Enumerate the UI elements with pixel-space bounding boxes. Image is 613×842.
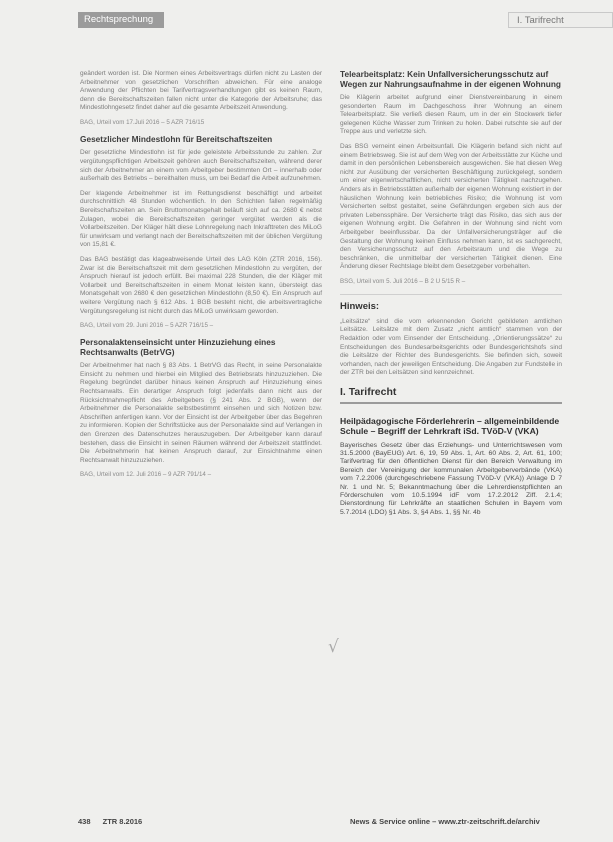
mindestlohn-paragraph-3: Das BAG bestätigt das klageabweisende Urteil des LAG Köln (ZTR 2016, 156). Zwar ist die Bereitschaftszeit mit dem gesetzlichen Mindestlohn zu vergüten, der Anspruch hierauf ist jedoch erfüllt. Bei maximal 228 Stunden, die der Kläger mit Vollarbeit und Bereitschaftszeiten in einem Monat leisten kann, übersteigt das Monatsgehalt von 2680 € den gesetzlichen Mindestlohn (8,50 €). Ein Anspruch auf weitere Vergütung nach § 612 Abs. 1 BGB besteht nicht, die arbeitsvertragliche Vergütungsregelung ist nicht durch das MiLoG unwirksam geworden. [80,256,322,315]
divider [340,294,562,295]
hint-text: „Leitsätze“ sind die vom erkennenden Gericht gebildeten amtlichen Leitsätze. Leitsätze mit dem Zusatz „nicht amtlich“ stammen von der Redaktion oder vom Einsender der Entscheidung. „Orientierungssätze“ zu Entscheidungen des Bundesarbeitsgerichts oder Bundesgerichtshofs sind die Leitsätze der Richter des Bundesgerichts. Sie befinden sich, soweit vorhanden, nach der jeweiligen Entscheidung. Die Angaben zur Fundstelle in der ZTR bei den Leitsätzen sind kennzeichnet. [340,317,562,377]
personalakte-paragraph: Der Arbeitnehmer hat nach § 83 Abs. 1 BetrVG das Recht, in seine Personalakte Einsicht zu nehmen und hierbei ein Mitglied des Betriebsrats hinzuzuziehen. Die Regelung begründet darüber hinaus keinen Anspruch auf Hinzuziehung eines Rechtsanwalts. Ein derartiger Anspruch folgt jedenfalls dann nicht aus der Rücksichtnahmepflicht des Arbeitgebers (§ 241 Abs. 2 BGB), wenn der Arbeitnehmer die Personalakte selbstbestimmt einsehen und sich Notizen bzw. Abschriften anfertigen kann. Vor der Einsicht ist der Arbeitgeber über das Begehren zu informieren. Kopien der Schriftstücke aus der Personalakte sind auf Verlangen in den Grenzen des Datenschutzes herauszugeben. Der Arbeitgeber kann darauf bestehen, dass die Einsicht in seinen Räumen während der Arbeitszeit stattfindet. Die Arbeitnehmerin hat keinen Anspruch darauf, zur Einsichtnahme einen Rechtsanwalt hinzuzuziehen. [80,362,322,464]
margin-mark-icon: √ [328,637,339,657]
section-title-telearbeitsplatz: Telearbeitsplatz: Kein Unfallversicherungsschutz auf Wegen zur Nahrungsaufnahme in der eigenen Wohnung [340,69,561,89]
journal-issue: ZTR 8.2016 [102,817,143,826]
telearbeit-paragraph-1: Die Klägerin arbeitet aufgrund einer Dienstvereinbarung in einem gesonderten Raum im Dachgeschoss ihrer Wohnung an einem Telearbeitsplatz. Sie verließ diesen Raum, um in der ein Stockwerk tiefer gelegenen Küche Wasser zum Trinken zu holen. Dabei rutschte sie auf der Treppe aus und verletzte sich. [340,94,562,136]
left-column [80,70,322,487]
page-number: 438 [78,817,91,826]
footer-left [78,817,152,826]
intro-paragraph: geändert worden ist. Die Normen eines Arbeitsvertrags dürfen nicht zu Lasten der Arbeitnehmer von gesetzlichen Vorschriften abweichen. Für eine analoge Anwendung der Pflichten bei Tarifvertragsverhandlungen gibt es keinen Raum, denn die Bereitschaftszeiten fallen nicht unter die Kategorie der Arbeitsruhe; das Mindestlohngesetz findet daher auf die gesamte Arbeitszeit Anwendung. [80,70,322,112]
section-title-mindestlohn: Gesetzlicher Mindestlohn für Bereitschaftszeiten [80,133,273,144]
mindestlohn-paragraph-1: Der gesetzliche Mindestlohn ist für jede geleistete Arbeitsstunde zu zahlen. Zur vergütungspflichtigen Arbeitszeit gehören auch Bereitschaftszeiten, während derer sich der Arbeitnehmer an einem vom Arbeitgeber bestimmten Ort – innerhalb oder außerhalb des Betriebs – bereithalten muss, um bei Bedarf die Arbeit aufzunehmen. [80,149,322,183]
right-column [340,70,562,517]
case-norms-heilpaedagogik: Bayerisches Gesetz über das Erziehungs- und Unterrichtswesen vom 31.5.2000 (BayEUG) Art. 6, 19, 59 Abs. 1, Art. 60 Abs. 2, Art. 61, 100; Tarifvertrag für den öffentlichen Dienst für den Bereich Verwaltung im Bereich der Vereinigung der kommunalen Arbeitgeberverbände (VKA) vom 7.2.2006 (durchgeschriebene Fassung TVöD-V (VKA)) Anlage D 7 Nr. 1 und Nr. 5; Bekanntmachung über die Lehrerdienstpflichten an Förderschulen vom 10.5.1994 idF vom 17.2.2012 Ziff. 2.1.4; Dienstordnung für Lehrkräfte an staatlichen Schulen in Bayern vom 5.7.2014 (LDO) §1 Abs. 3, §4 Abs. 1, §§ Nr. 4b [340,441,562,516]
hint-title: Hinweis: [340,300,380,312]
section-tab-tarifrecht: I. Tarifrecht [508,12,613,28]
section-divider [340,402,562,404]
section-label-tarifrecht: I. Tarifrecht [340,386,397,399]
section-tab-rechtsprechung: Rechtsprechung [78,12,164,28]
mindestlohn-paragraph-2: Der klagende Arbeitnehmer ist im Rettungsdienst beschäftigt und arbeitet durchschnittlich 48 Stunden wöchentlich. In den Schichten fallen regelmäßig Bereitschaftszeiten an. Sein Bruttomonatsgehalt beläuft sich auf ca. 2680 € nebst Zulagen, wobei die Bereitschaftszeiten geringer vergütet werden als die Vollarbeitszeiten. Der Kläger hält diese Lohnregelung nach Inkrafttreten des MiLoG für unwirksam und verlangt nach der Bereitschaftszeiten mit der üblichen Vergütung von 15,81 €. [80,189,322,249]
personalakte-citation: BAG, Urteil vom 12. Juli 2016 – 9 AZR 791/14 – [80,471,212,479]
section-title-personalakte: Personalaktenseinsicht unter Hinzuziehung eines Rechtsanwalts (BetrVG) [80,337,276,357]
mindestlohn-citation: BAG, Urteil vom 29. Juni 2016 – 5 AZR 716/15 – [80,322,214,330]
telearbeit-citation: BSG, Urteil vom 5. Juli 2016 – B 2 U 5/15 R – [340,277,466,285]
telearbeit-paragraph-2: Das BSG verneint einen Arbeitsunfall. Die Klägerin befand sich nicht auf einem Betriebsweg. Sie ist auf dem Weg von der Arbeitsstätte zur Küche und damit in den persönlichen Lebensbereich ausgewichen. Sie hat diesen Weg nicht zur Ausübung der versicherten Beschäftigung zurückgelegt, sondern um einer eigenwirtschaftlichen, nicht versicherten Tätigkeit nachzugehen. Anders als in Betriebsstätten außerhalb der eigenen Wohnung existiert in der häuslichen Wohnung kein betriebliches Risiko; die Wohnung ist vom Versicherten selbst gestaltet, seine Gefährdungen ergeben sich aus der privaten Lebenssphäre. Der Versicherte trägt das Risiko, das sich aus der eigenen Wohnung ergibt. Die Gefahren in der Wohnung sind nicht vom Arbeitgeber beeinflussbar. Da der Unfallversicherungsträger auf die Gestaltung der Wohnung keinen Einfluss nehmen kann, ist es sachgerecht, den Versicherungsschutz auf den Arbeitsraum und die Wege zu beschränken, die unmittelbar der versicherten Tätigkeit dienen. Eine Änderung dieser Rechtslage bleibt dem Gesetzgeber vorbehalten. [340,142,562,271]
intro-citation: BAG, Urteil vom 17.Juli 2016 – 5 AZR 716/15 [80,118,205,126]
footer-link[interactable]: News & Service online – www.ztr-zeitschrift.de/archiv [350,817,540,826]
case-title-heilpaedagogik: Heilpädagogische Förderlehrerin – allgemeinbildende Schule – Begriff der Lehrkraft iSd. TVöD-V (VKA) [340,415,560,436]
